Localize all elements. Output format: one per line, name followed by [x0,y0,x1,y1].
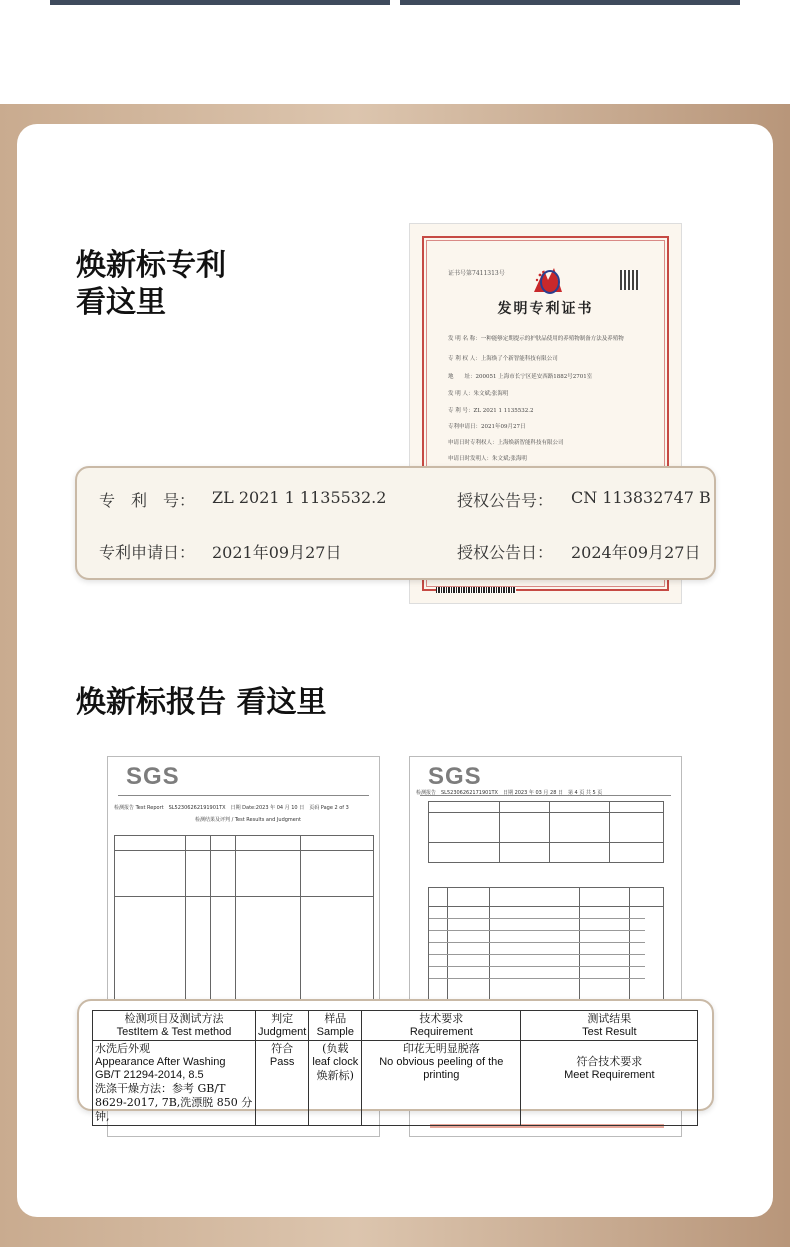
report-table-scan [114,835,374,1007]
certificate-row: 地 址：200051 上海市长宁区延安西路1882号2701室 [448,374,593,380]
cell-test-item: 水洗后外观 Appearance After Washing GB/T 21294-2014, 8.5 洗涤干燥方法：参考 GB/T 8629-2017, 7B,洗漂脱 850 分钟, [93,1041,256,1126]
patent-info-box [75,466,716,580]
header-judgment: 判定 Judgment [256,1011,309,1041]
report-table [92,1010,698,1126]
barcode-icon [436,587,516,593]
report-number: 检测报告 SL52306262171901TX 日期 2023 年 03 月 28 日 第 4 页 共 5 页 [416,790,603,796]
certificate-row: 专 利 权 人：上海焕了个新智能科技有限公司 [448,356,558,362]
certificate-row: 申请日时发明人：朱文斌;张海明 [448,456,527,462]
cell-sample: (负载 leaf clock 焕新标) [309,1041,362,1126]
table-row [93,1041,698,1126]
header-requirement: 技术要求 Requirement [362,1011,521,1041]
qr-code-icon [620,270,640,290]
report-heading: 焕新标报告 看这里 [76,685,327,720]
report-table-box [77,999,714,1123]
grant-date-label: 授权公告日： [457,543,554,562]
sgs-logo: SGS [428,763,482,790]
top-photo-strip [0,0,790,6]
sgs-logo: SGS [126,763,180,790]
certificate-row: 申请日时专利权人：上海焕新智能科技有限公司 [448,440,564,446]
certificate-number: 证书号第7411313号 [448,270,505,277]
certificate-title: 发明专利证书 [497,301,594,317]
report-table-scan [428,887,664,1001]
table-header-row [93,1011,698,1041]
product-photo-left [50,0,390,5]
certificate-row: 发 明 人：朱文斌;张海明 [448,391,509,397]
patent-heading-line2: 看这里 [76,285,166,320]
report-number: 检测报告 Test Report SL52306262191901TX 日期 Date:2023 年 04 月 10 日 页码 Page 2 of 3 [114,805,349,811]
report-table-scan [428,801,664,863]
report-subtitle: 检测结果及评判 / Test Results and Judgment [194,817,301,823]
patent-heading [76,247,226,321]
patent-no-label: 专 利 号： [99,491,196,510]
apply-date-label: 专利申请日： [99,543,196,562]
cell-result: 符合技术要求 Meet Requirement [521,1041,698,1126]
cell-judgment: 符合 Pass [256,1041,309,1126]
header-result: 测试结果 Test Result [521,1011,698,1041]
grant-date-value: 2024年09月27日 [571,543,701,562]
patent-heading-line1: 焕新标专利 [76,248,226,283]
patent-emblem-icon [530,266,566,296]
header-test-item: 检测项目及测试方法 TestItem & Test method [93,1011,256,1041]
header-sample: 样品 Sample [309,1011,362,1041]
apply-date-value: 2021年09月27日 [212,543,342,562]
certificate-row: 发 明 名 称：一种能够定期提示的护肤品使用的养殖物制备方法及养殖物 [448,336,624,342]
divider [118,795,369,796]
patent-no-value: ZL 2021 1 1135532.2 [212,488,387,507]
certificate-row: 专利申请日：2021年09月27日 [448,424,526,430]
cell-requirement: 印花无明显脱落 No obvious peeling of the printing [362,1041,521,1126]
certificate-row: 专 利 号：ZL 2021 1 1135532.2 [448,408,534,414]
product-photo-right [400,0,740,5]
grant-no-label: 授权公告号： [457,491,554,510]
grant-no-value: CN 113832747 B [571,488,711,507]
